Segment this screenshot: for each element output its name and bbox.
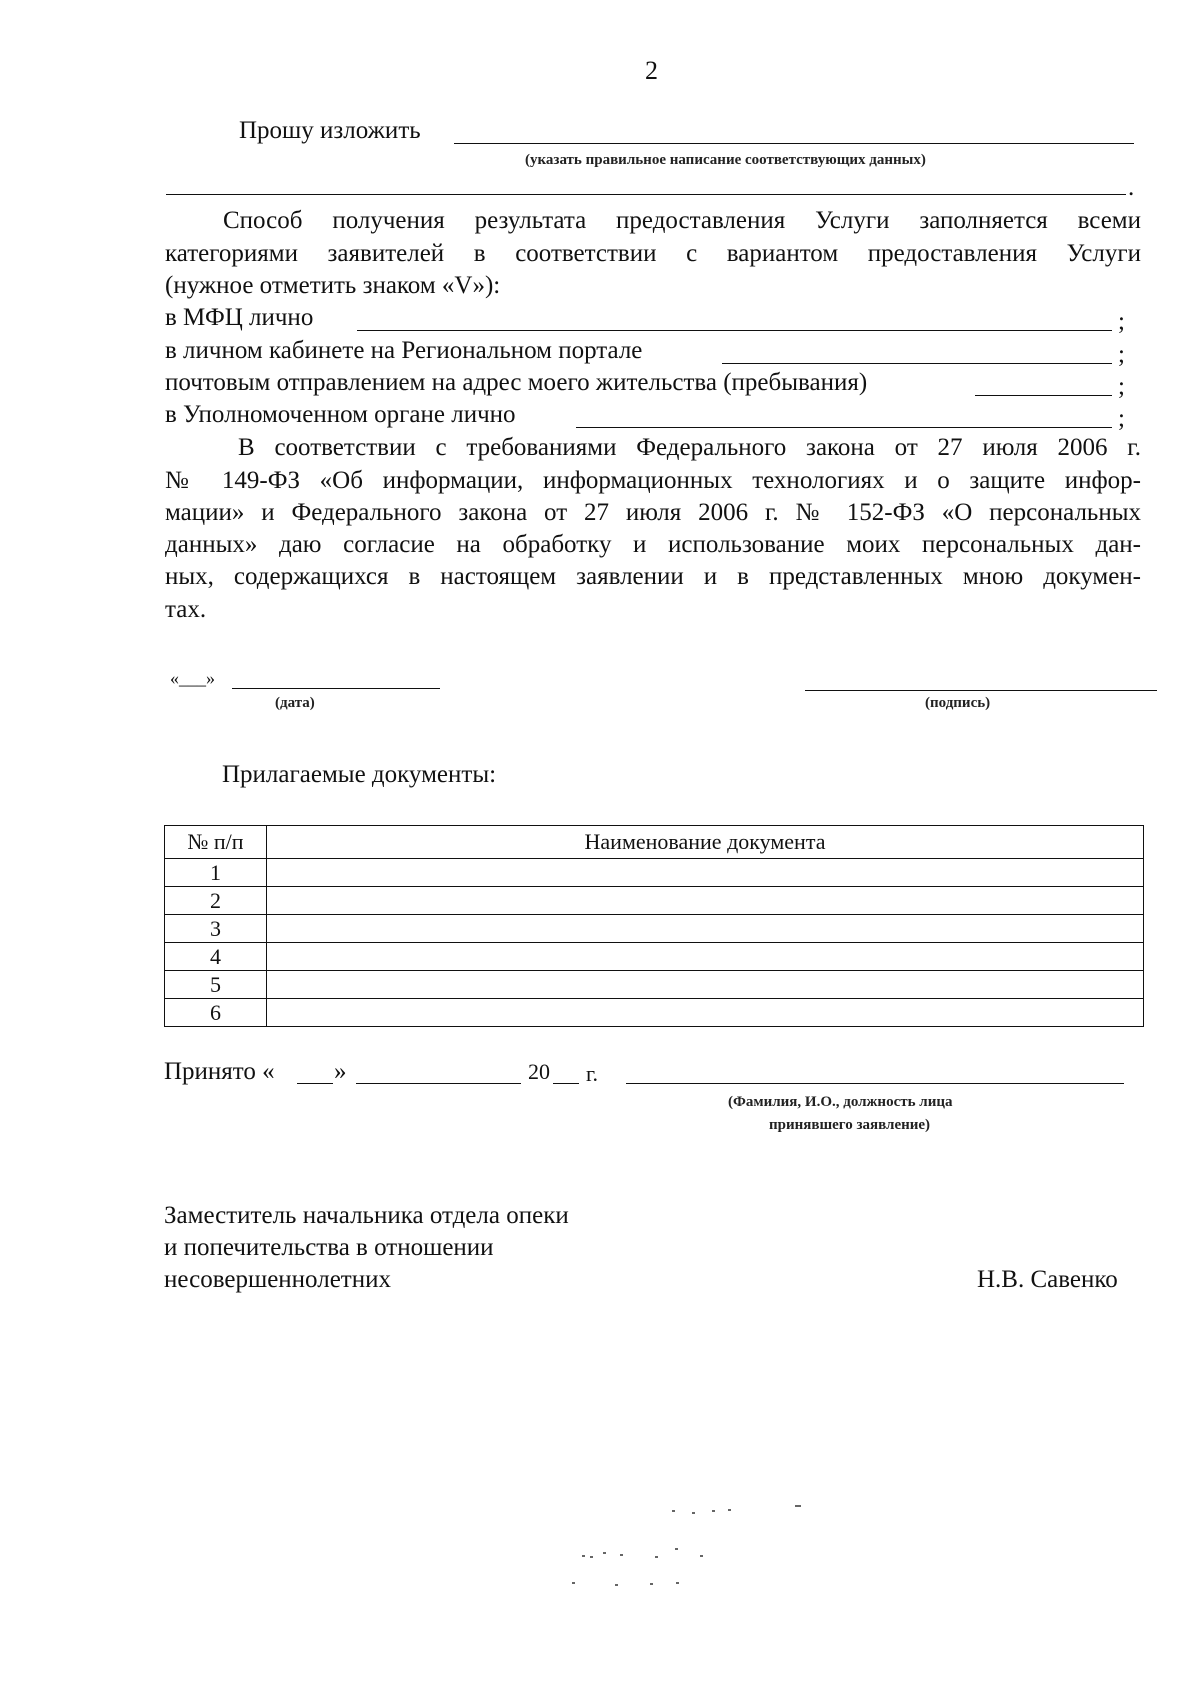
attachments-table	[164, 825, 1144, 1027]
option-authority-end: ;	[1118, 405, 1125, 432]
option-mfc-end: ;	[1118, 308, 1125, 335]
option-mail-line[interactable]	[975, 395, 1112, 396]
column-header-name: Наименование документа	[267, 826, 1144, 859]
table-row	[165, 971, 1144, 999]
table-row	[165, 859, 1144, 887]
accepted-month-line[interactable]	[356, 1083, 521, 1084]
row-document-name[interactable]	[267, 999, 1144, 1027]
signature-line[interactable]	[805, 690, 1157, 691]
accepted-official-line[interactable]	[626, 1083, 1124, 1084]
date-label: (дата)	[275, 695, 315, 711]
method-line-2: категориями заявителей в соответствии с вариантом предоставления Услуги	[165, 240, 1141, 267]
option-portal-line[interactable]	[722, 363, 1112, 364]
method-line-3: (нужное отметить знаком «V»):	[165, 272, 501, 299]
signature-label: (подпись)	[925, 695, 991, 711]
row-number: 3	[165, 915, 267, 943]
row-number: 6	[165, 999, 267, 1027]
table-row	[165, 943, 1144, 971]
footer-position-line-3: несовершеннолетних	[164, 1266, 391, 1293]
accepted-hint-1: (Фамилия, И.О., должность лица	[728, 1094, 953, 1110]
row-number: 2	[165, 887, 267, 915]
attachments-title: Прилагаемые документы:	[222, 761, 497, 788]
date-line[interactable]	[232, 688, 440, 689]
option-mail-end: ;	[1118, 373, 1125, 400]
consent-line-2: № 149-ФЗ «Об информации, информационных технологиях и о защите инфор-	[165, 467, 1141, 494]
page-number: 2	[645, 56, 658, 85]
consent-line-4: данных» даю согласие на обработку и использование моих персональных дан-	[165, 531, 1141, 558]
accepted-hint-2: принявшего заявление)	[769, 1117, 931, 1133]
request-fill-line-2[interactable]	[166, 194, 1126, 195]
footer-signatory: Н.В. Савенко	[977, 1266, 1118, 1293]
request-label: Прошу изложить	[239, 117, 421, 144]
row-document-name[interactable]	[267, 943, 1144, 971]
consent-line-6: тах.	[165, 596, 207, 623]
accepted-day-line[interactable]	[297, 1083, 333, 1084]
request-hint: (указать правильное написание соответствующих данных)	[525, 152, 926, 168]
table-row	[165, 887, 1144, 915]
option-authority: в Уполномоченном органе лично	[165, 401, 516, 428]
accepted-year-suffix: г.	[586, 1061, 599, 1086]
consent-line-1: В соответствии с требованиями Федерального закона от 27 июля 2006 г.	[238, 434, 1141, 461]
row-document-name[interactable]	[267, 859, 1144, 887]
row-number: 4	[165, 943, 267, 971]
table-row	[165, 999, 1144, 1027]
option-portal-end: ;	[1118, 341, 1125, 368]
option-authority-line[interactable]	[576, 427, 1112, 428]
column-header-number: № п/п	[165, 826, 267, 859]
row-document-name[interactable]	[267, 887, 1144, 915]
row-number: 5	[165, 971, 267, 999]
date-quotes: «___»	[170, 668, 215, 688]
accepted-prefix: Принято «	[164, 1058, 275, 1085]
table-row	[165, 915, 1144, 943]
consent-line-3: мации» и Федерального закона от 27 июля 2006 г. № 152-ФЗ «О персональных	[165, 499, 1141, 526]
request-end-period: .	[1128, 174, 1135, 201]
request-fill-line[interactable]	[454, 143, 1134, 144]
table-header-row	[165, 826, 1144, 859]
option-mfc: в МФЦ лично	[165, 304, 314, 331]
option-portal: в личном кабинете на Региональном портале	[165, 337, 643, 364]
footer-position-line-1: Заместитель начальника отдела опеки	[164, 1202, 569, 1229]
row-document-name[interactable]	[267, 915, 1144, 943]
accepted-year-prefix: 20	[528, 1059, 550, 1084]
option-mail: почтовым отправлением на адрес моего жительства (пребывания)	[165, 369, 868, 396]
footer-position-line-2: и попечительства в отношении	[164, 1234, 494, 1261]
method-line-1: Способ получения результата предоставления Услуги заполняется всеми	[223, 207, 1141, 234]
accepted-close-quote: »	[334, 1058, 347, 1085]
accepted-year-line[interactable]	[553, 1083, 579, 1084]
row-document-name[interactable]	[267, 971, 1144, 999]
option-mfc-line[interactable]	[357, 330, 1112, 331]
row-number: 1	[165, 859, 267, 887]
consent-line-5: ных, содержащихся в настоящем заявлении и в представленных мною докумен-	[165, 563, 1141, 590]
